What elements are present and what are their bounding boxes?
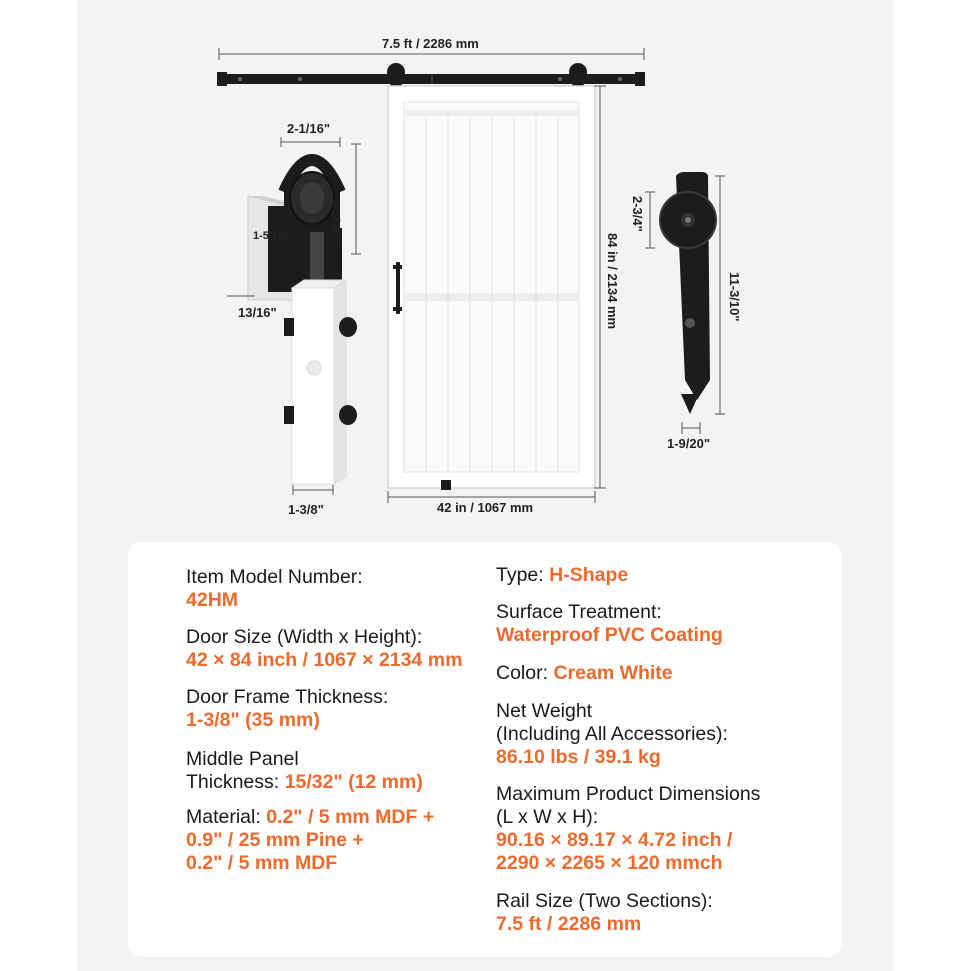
door-size-label: Door Size (Width x Height): — [186, 626, 423, 648]
panel-label-line2: Thickness: — [186, 771, 280, 793]
max-dim-label-line1: Maximum Product Dimensions — [496, 783, 761, 805]
wheel-diameter-label: 2-3/4" — [630, 196, 645, 232]
weight-label-line1: Net Weight — [496, 700, 593, 722]
frame-thickness-label: 1-3/8" — [288, 502, 324, 517]
rail-length-label: 7.5 ft / 2286 mm — [382, 36, 479, 51]
rail-thickness-label: 13/16" — [238, 305, 277, 320]
rail-size-label: Rail Size (Two Sections): — [496, 890, 713, 912]
door-width-label: 42 in / 1067 mm — [437, 500, 534, 515]
strap-length-label: 11-3/10" — [727, 272, 742, 322]
panel-label-line1: Middle Panel — [186, 748, 299, 770]
spec-color — [496, 662, 673, 685]
hanger-height-label: 4-5/16" — [328, 199, 343, 243]
spec-model — [186, 566, 363, 612]
material-value-line1: 0.2" / 5 mm MDF + — [266, 806, 435, 828]
model-value: 42HM — [186, 589, 239, 611]
door-height-label: 84 in / 2134 mm — [605, 233, 620, 330]
spec-surface — [496, 601, 723, 647]
spec-frame — [186, 686, 388, 732]
strap-hanger — [660, 172, 716, 414]
spec-material — [186, 806, 434, 875]
max-dim-value-line2: 2290 × 2265 × 120 mmch — [496, 852, 723, 874]
spec-weight — [496, 700, 728, 769]
surface-value: Waterproof PVC Coating — [496, 624, 723, 646]
weight-label-line2: (Including All Accessories): — [496, 723, 728, 745]
max-dim-value-line1: 90.16 × 89.17 × 4.72 inch / — [496, 829, 733, 851]
type-value: H-Shape — [549, 564, 629, 586]
door-size-value: 42 × 84 inch / 1067 × 2134 mm — [186, 649, 463, 671]
wall-offset-label: 1-5/16" — [253, 230, 290, 242]
spec-rail-size — [496, 890, 713, 936]
spec-max-dimensions — [496, 783, 760, 875]
frame-label: Door Frame Thickness: — [186, 686, 389, 708]
material-label: Material: — [186, 806, 261, 828]
strap-width-label: 1-9/20" — [667, 436, 711, 451]
barn-door — [388, 86, 595, 490]
material-value-line2: 0.9" / 25 mm Pine + — [186, 829, 364, 851]
hanger-width-label: 2-1/16" — [287, 121, 331, 136]
material-value-line3: 0.2" / 5 mm MDF — [186, 852, 338, 874]
type-label: Type: — [496, 564, 544, 586]
spec-type — [496, 564, 628, 587]
weight-value: 86.10 lbs / 39.1 kg — [496, 746, 661, 768]
panel-value: 15/32" (12 mm) — [284, 771, 423, 793]
color-label: Color: — [496, 662, 549, 684]
color-value: Cream White — [553, 662, 673, 684]
model-label: Item Model Number: — [186, 566, 363, 588]
rail-size-value: 7.5 ft / 2286 mm — [496, 913, 642, 935]
spec-panel — [186, 748, 423, 794]
max-dim-label-line2: (L x W x H): — [496, 806, 599, 828]
frame-value: 1-3/8" (35 mm) — [186, 709, 320, 731]
surface-label: Surface Treatment: — [496, 601, 662, 623]
spec-door-size — [186, 626, 462, 672]
